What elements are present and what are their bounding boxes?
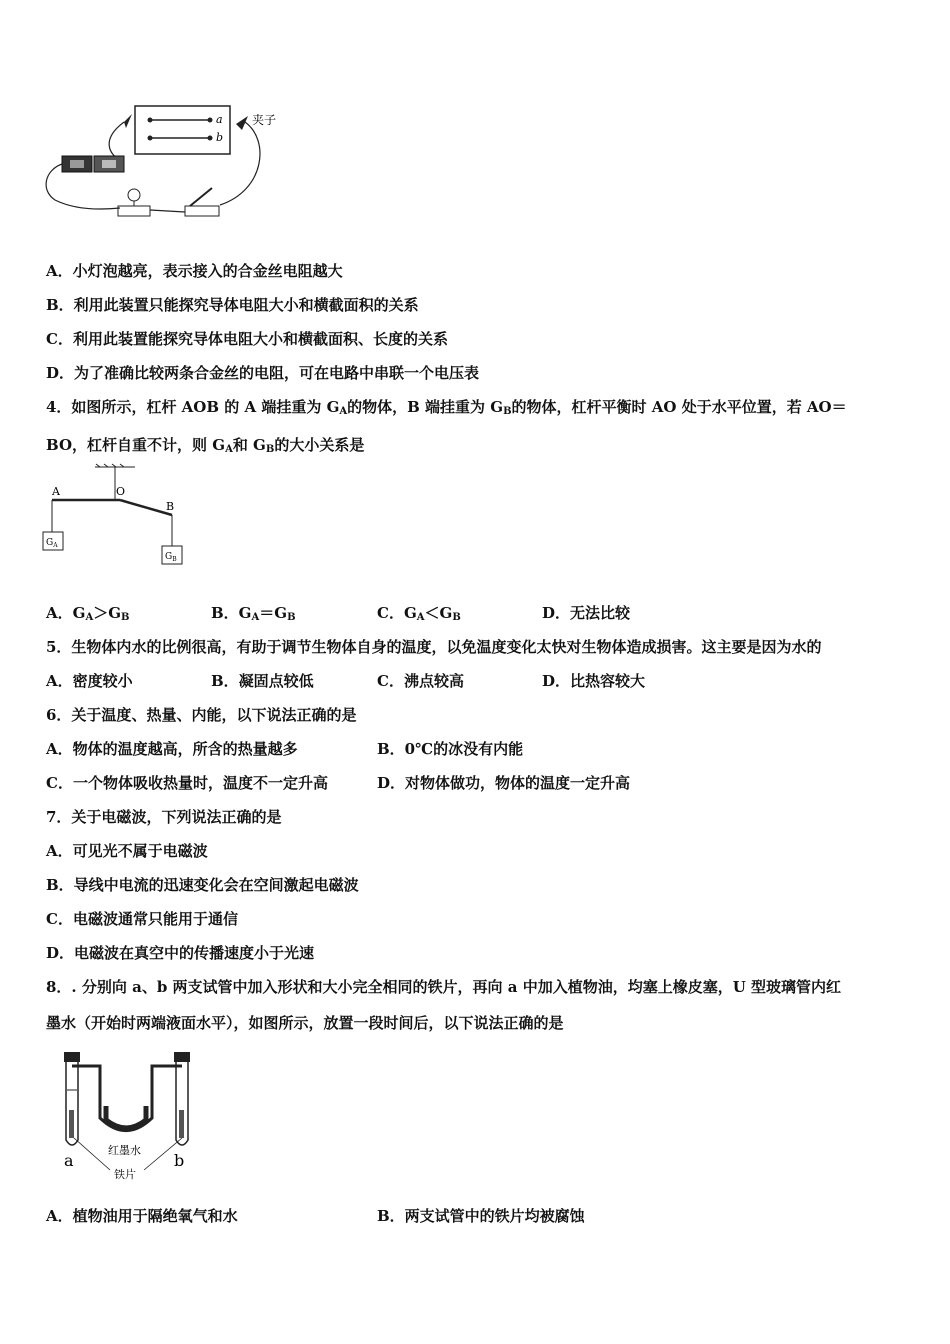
q8-option-a: A．植物油用于隔绝氧气和水 <box>46 1207 238 1225</box>
point-b-label: B <box>166 500 175 513</box>
q7-option-a: A．可见光不属于电磁波 <box>46 842 208 860</box>
switch-icon <box>185 188 219 216</box>
q6-stem: 6．关于温度、热量、内能，以下说法正确的是 <box>46 706 357 724</box>
lever-figure <box>40 462 200 574</box>
tube-a-label: a <box>64 1151 74 1170</box>
q5-option-d: D．比热容较大 <box>542 672 646 690</box>
q6-option-a: A．物体的温度越高，所含的热量越多 <box>46 740 298 758</box>
clip-label: 夹子 <box>252 113 277 127</box>
q7-option-d: D．电磁波在真空中的传播速度小于光速 <box>46 944 315 962</box>
q3-option-a: A．小灯泡越亮，表示接入的合金丝电阻越大 <box>46 262 343 280</box>
q6-option-d: D．对物体做功，物体的温度一定升高 <box>377 774 631 792</box>
q6-option-b: B．0℃的冰没有内能 <box>377 740 524 758</box>
bulb-icon <box>118 189 150 216</box>
svg-text:GA: $G_A$ <box>46 538 58 549</box>
q8-stem-line1: 8．. 分别向 a、b 两支试管中加入形状和大小完全相同的铁片，再向 a 中加入植物油，均塞上橡皮塞，U 型玻璃管内红 <box>46 978 842 996</box>
q4-option-c: C．$G_A<G_B$ <box>377 604 461 623</box>
q8-stem-line2: 墨水（开始时两端液面水平），如图所示，放置一段时间后，以下说法正确的是 <box>46 1014 564 1032</box>
q7-option-c: C．电磁波通常只能用于通信 <box>46 910 238 928</box>
point-a-label: A <box>52 485 60 498</box>
q4-option-d: D．无法比较 <box>542 604 631 622</box>
iron-label: 铁片 <box>114 1168 136 1181</box>
q6-option-c: C．一个物体吸收热量时，温度不一定升高 <box>46 774 328 792</box>
point-o-label: O <box>116 485 126 498</box>
q7-option-b: B．导线中电流的迅速变化会在空间激起电磁波 <box>46 876 359 894</box>
q4-option-a: A．$G_A>G_B$ <box>46 604 130 623</box>
svg-text:GB: $G_B$ <box>165 552 177 563</box>
wire-a-label: a <box>216 113 223 126</box>
ink-label: 红墨水 <box>108 1144 141 1157</box>
wire-b-label: b <box>216 131 224 144</box>
q7-stem: 7．关于电磁波，下列说法正确的是 <box>46 808 282 826</box>
tube-b-label: b <box>174 1151 185 1170</box>
q5-option-c: C．沸点较高 <box>377 672 464 690</box>
u-tube <box>72 1066 182 1131</box>
q4-option-b: B．$G_A=G_B$ <box>211 604 296 623</box>
q4-stem-line1: 4．如图所示，杠杆 AOB 的 A 端挂重为 $G_A$的物体，B 端挂重为 $G_B$的物体，杠杆平衡时 AO 处于水平位置，若 AO＝ <box>46 398 847 417</box>
q4-stem-line2: BO，杠杆自重不计，则 $G_A$和 $G_B$的大小关系是 <box>46 436 365 455</box>
test-tube-figure <box>50 1048 210 1188</box>
q5-stem: 5．生物体内水的比例很高，有助于调节生物体自身的温度，以免温度变化太快对生物体造成损害。这主要是因为水的 <box>46 638 822 656</box>
circuit-figure <box>40 100 300 225</box>
q3-option-d: D．为了准确比较两条合金丝的电阻，可在电路中串联一个电压表 <box>46 364 480 382</box>
q8-option-b: B．两支试管中的铁片均被腐蚀 <box>377 1207 585 1225</box>
q3-option-c: C．利用此装置能探究导体电阻大小和横截面积、长度的关系 <box>46 330 448 348</box>
q5-option-b: B．凝固点较低 <box>211 672 314 690</box>
q3-option-b: B．利用此装置只能探究导体电阻大小和横截面积的关系 <box>46 296 419 314</box>
q5-option-a: A．密度较小 <box>46 672 133 690</box>
battery-icon <box>62 156 124 172</box>
